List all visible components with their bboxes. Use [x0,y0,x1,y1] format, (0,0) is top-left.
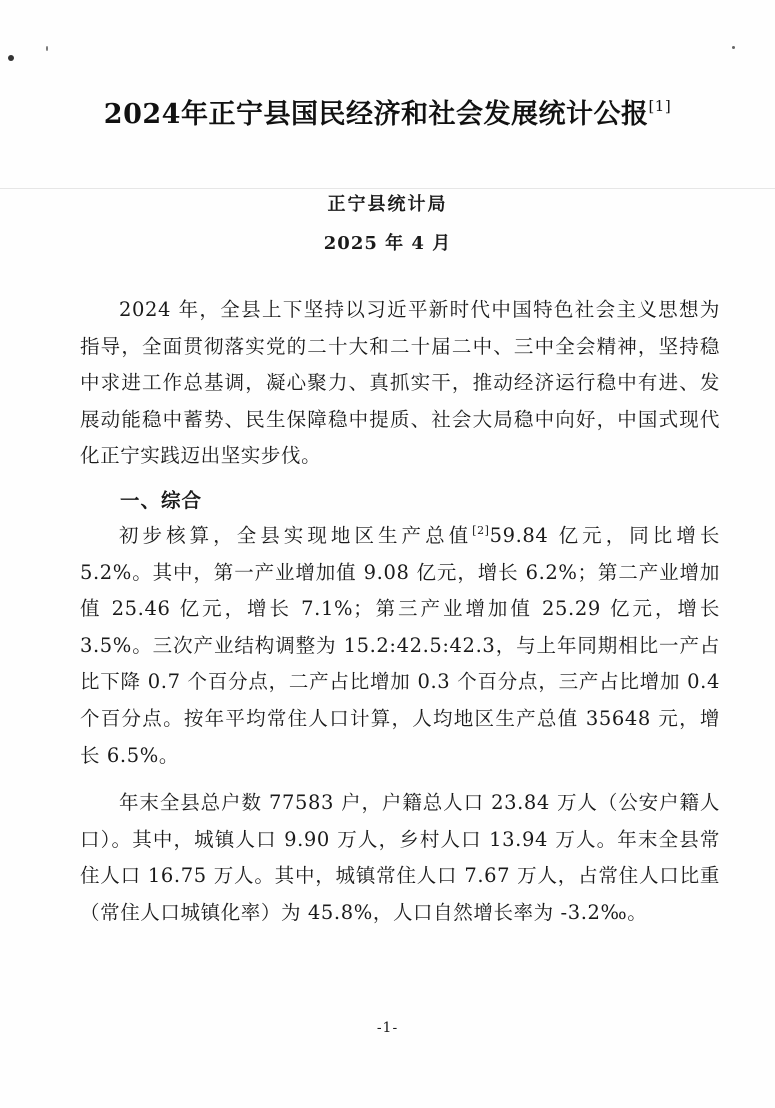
population-paragraph: 年末全县总户数 77583 户，户籍总人口 23.84 万人（公安户籍人口）。其中，城镇人口 9.90 万人，乡村人口 13.94 万人。年末全县常住人口 16.75 万人。其中，城镇常住人口 7.67 万人，占常住人口比重（常住人口城镇化率）为 45.8%，人口自然增长率为 -3.2‰。 [80,791,720,924]
scan-speck [8,55,14,61]
gdp-text-start: 初步核算，全县实现地区生产总值 [119,524,473,547]
section-heading: 一、综合 [120,489,203,512]
gdp-text-rest: 59.84 亿元，同比增长 5.2%。其中，第一产业增加值 9.08 亿元，增长 6.2%；第二产业增加值 25.46 亿元，增长 7.1%；第三产业增加值 25.29 亿元，增长 3.5%。三次产业结构调整为 15.2:42.5:42.3，与上年同期相比一产占比下降 0.7 个百分点，二产占比增加 0.3 个百分点，三产占比增加 0.4 个百分点。按年平均常住人口计算，人均地区生产总值 35648 元，增长 6.5%。 [80,524,720,767]
scan-speck [732,46,735,49]
issuer: 正宁县统计局 [327,194,448,215]
intro-paragraph: 2024 年，全县上下坚持以习近平新时代中国特色社会主义思想为指导，全面贯彻落实党的二十大和二十届二中、三中全会精神，坚持稳中求进工作总基调，凝心聚力、真抓实干，推动经济运行稳中有进、发展动能稳中蓄势、民生保障稳中提质、社会大局稳中向好，中国式现代化正宁实践迈出坚实步伐。 [80,298,720,468]
title-footnote-marker: [1] [648,97,672,115]
scan-speck [46,46,48,51]
publish-date: 2025 年 4 月 [323,233,452,254]
gdp-footnote-marker: [2] [472,524,490,537]
title-text: 2024年正宁县国民经济和社会发展统计公报 [103,99,649,130]
page-number: -1- [376,1020,399,1036]
scan-artifact-line [0,188,775,189]
document-title [0,92,775,131]
gdp-paragraph [80,518,720,774]
